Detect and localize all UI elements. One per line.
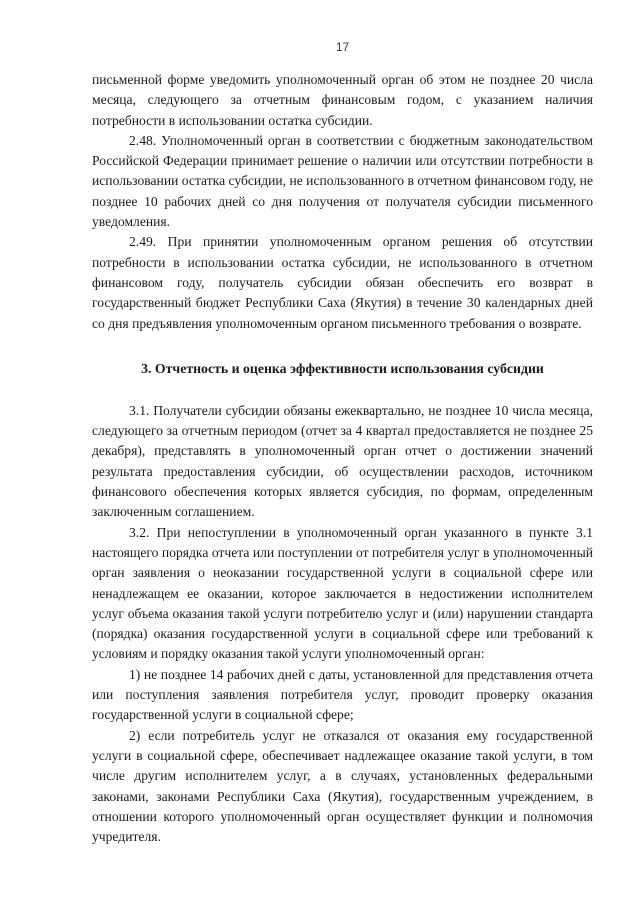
spacer xyxy=(92,379,593,401)
section-heading: 3. Отчетность и оценка эффективности использования субсидии xyxy=(141,360,544,376)
paragraph-3-2: 3.2. При непоступлении в уполномоченный орган указанного в пункте 3.1 настоящего порядка отчета или поступлении от потребителя услуг в уполномоченный орган заявления о неоказании государственной услуги в социальной сфере или ненадлежащем ее оказании, которое заключается в недостижении исполнителем услуг объема оказания такой услуги потребителю услуг и (или) нарушении стандарта (порядка) оказания государственной услуги в социальной сфере или требований к условиям и порядку оказания такой услуги уполномоченный орган: xyxy=(92,524,593,662)
paragraph-3-2-item-1: 1) не позднее 14 рабочих дней с даты, установленной для представления отчета или поступления заявления потребителя услуг, проводит проверку оказания государственной услуги в социальной сфере; xyxy=(92,666,593,723)
document-body xyxy=(92,70,593,847)
paragraph-2-48: 2.48. Уполномоченный орган в соответствии с бюджетным законодательством Российской Федерации принимает решение о наличии или отсутствии потребности в использовании остатка субсидии, не использованного в отчетном финансовом году, не позднее 10 рабочих дней со дня получения от получателя субсидии письменного уведомления. xyxy=(92,132,593,230)
paragraph-3-1: 3.1. Получатели субсидии обязаны ежеквартально, не позднее 10 числа месяца, следующего за отчетным периодом (отчет за 4 квартал предоставляется не позднее 25 декабря), представлять в уполномоченный орган отчет о достижении значений результата предоставления субсидии, об осуществлении расходов, источником финансового обеспечения которых является субсидия, по формам, определенным заключенным соглашением. xyxy=(92,402,593,520)
paragraph-2-49: 2.49. При принятии уполномоченным органом решения об отсутствии потребности в использовании остатка субсидии, не использованного в отчетном финансовом году, получатель субсидии обязан обеспечить его возврат в государственный бюджет Республики Саха (Якутия) в течение 30 календарных дней со дня предъявления уполномоченным органом письменного требования о возврате. xyxy=(92,234,593,331)
paragraph-continuation: письменной форме уведомить уполномоченный орган об этом не позднее 20 числа месяца, следующего за отчетным финансовым годом, с указанием наличия потребности в использовании остатка субсидии. xyxy=(92,72,593,128)
paragraph-3-2-item-2: 2) если потребитель услуг не отказался от оказания ему государственной услуги в социальной сфере, обеспечивает надлежащее оказание такой услуги, в том числе другим исполнителем услуг, а в случаях, установленных федеральными законами, законами Республики Саха (Якутия), государственным учреждением, в отношении которого уполномоченный орган осуществляет функции и полномочия учредителя. xyxy=(92,727,593,845)
page-number: 17 xyxy=(335,40,350,54)
spacer xyxy=(92,334,593,359)
